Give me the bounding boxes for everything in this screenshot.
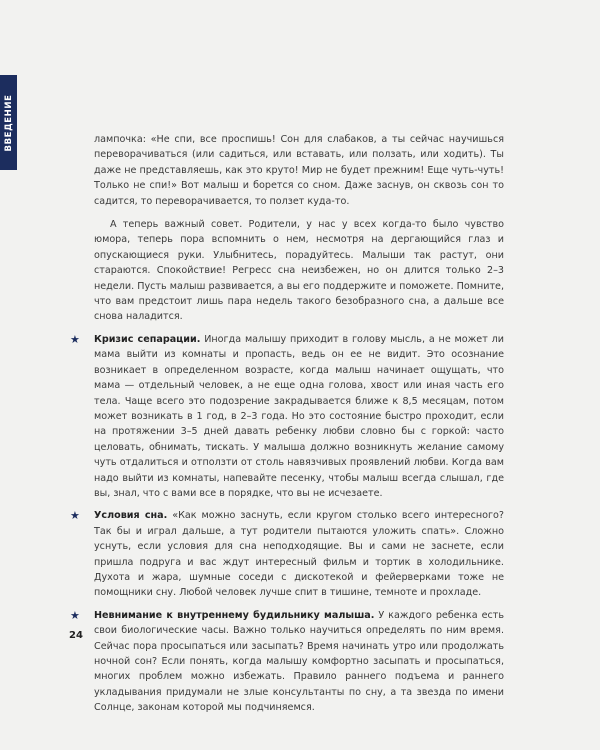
list-item-body: У каждого ребенка есть свои биологические часы. Важно только научиться определять по ним время. Сейчас пора просыпаться или засыпать? Время начинать утро или продолжать ночной сон? Если понять, когда малышу комфортно засыпать и просыпаться, многих проблем можно избежать. Правило раннего подъема и раннего укладывания придумали не злые консультанты по сну, а та звезда по имени Солнце, законам которой мы подчиняемся. — [94, 609, 504, 714]
intro-paragraph: лампочка: «Не спи, все проспишь! Сон для слабаков, а ты сейчас научишься переворачиваться (или садиться, или вставать, или ползать, или ходить). Ты даже не представляешь, как это круто! Мир не будет прежним! Еще чуть-чуть! Только не спи!» Вот малыш и борется со сном. Даже заснув, он сквозь сон то садится, то переворачивается, то ползет куда-то. — [94, 134, 504, 207]
list-item-body: Иногда малышу приходит в голову мысль, а не может ли мама выйти из комнаты и пропасть, ведь он ее не видит. Это осознание возникает в определенном возрасте, когда малыш начинает ощущать, что мама — отдельный человек, а не еще одна голова, хвост или иная часть его тела. Чаще всего это подозрение закрадывается ближе к 8,5 месяцам, потом может возникать в 1 год, в 2–3 года. Но это состояние быстро проходит, если на протяжении 3–5 дней давать ребенку любви словно бы с горкой: часто целовать, обнимать, тискать. У малыша должно возникнуть желание самому чуть отдалиться и отползти от столь навязчивых проявлений любви. Когда вам надо выйти из комнаты, напевайте песенку, чтобы малыш всегда слышал, где вы, знал, что с вами все в порядке, что вы не исчезаете. — [94, 333, 505, 499]
list-item-title: Невнимание к внутреннему будильнику малыша. — [94, 609, 375, 621]
star-bullet-icon: ★ — [70, 509, 80, 523]
list-item-title: Условия сна. — [94, 510, 168, 522]
page-number: 24 — [69, 630, 83, 641]
section-tab-label: ВВЕДЕНИЕ — [3, 94, 14, 151]
list-item-text — [94, 608, 504, 716]
list-item-title: Кризис сепарации. — [94, 333, 201, 345]
section-tab — [0, 75, 17, 170]
list-item-body: «Как можно заснуть, если кругом столько всего интересного? Так бы и играл дальше, а тут родители пытаются уложить спать». Сложно уснуть, если условия для сна неподходящие. Вы и сами не заснете, если пришла подруга и вас ждут интересный фильм и тортик в холодильнике. Духота и жара, шумные соседи с дискотекой и фейерверками тоже не помощники сну. Любой человек лучше спит в тишине, темноте и прохладе. — [94, 510, 504, 599]
list-item-separation — [70, 332, 505, 501]
star-bullet-icon: ★ — [70, 332, 80, 346]
advice-paragraph: А теперь важный совет. Родители, у нас у всех когда-то было чувство юмора, теперь пора вспомнить о нем, несмотря на дергающийся глаз и опускающиеся руки. Улыбнитесь, порадуйтесь. Малыши так растут, они стараются. Спокойствие! Регресс сна неизбежен, но он длится только 2–3 недели. Пусть малыш развивается, а вы его поддержите и поможете. Помните, что вам предстоит лишь пара недель такого безобразного сна, а дальше все снова наладится. — [94, 219, 504, 323]
star-bullet-icon: ★ — [70, 608, 80, 622]
list-item-text — [94, 332, 504, 501]
list-item-sleep-conditions — [70, 508, 504, 600]
list-item-text — [94, 508, 504, 600]
